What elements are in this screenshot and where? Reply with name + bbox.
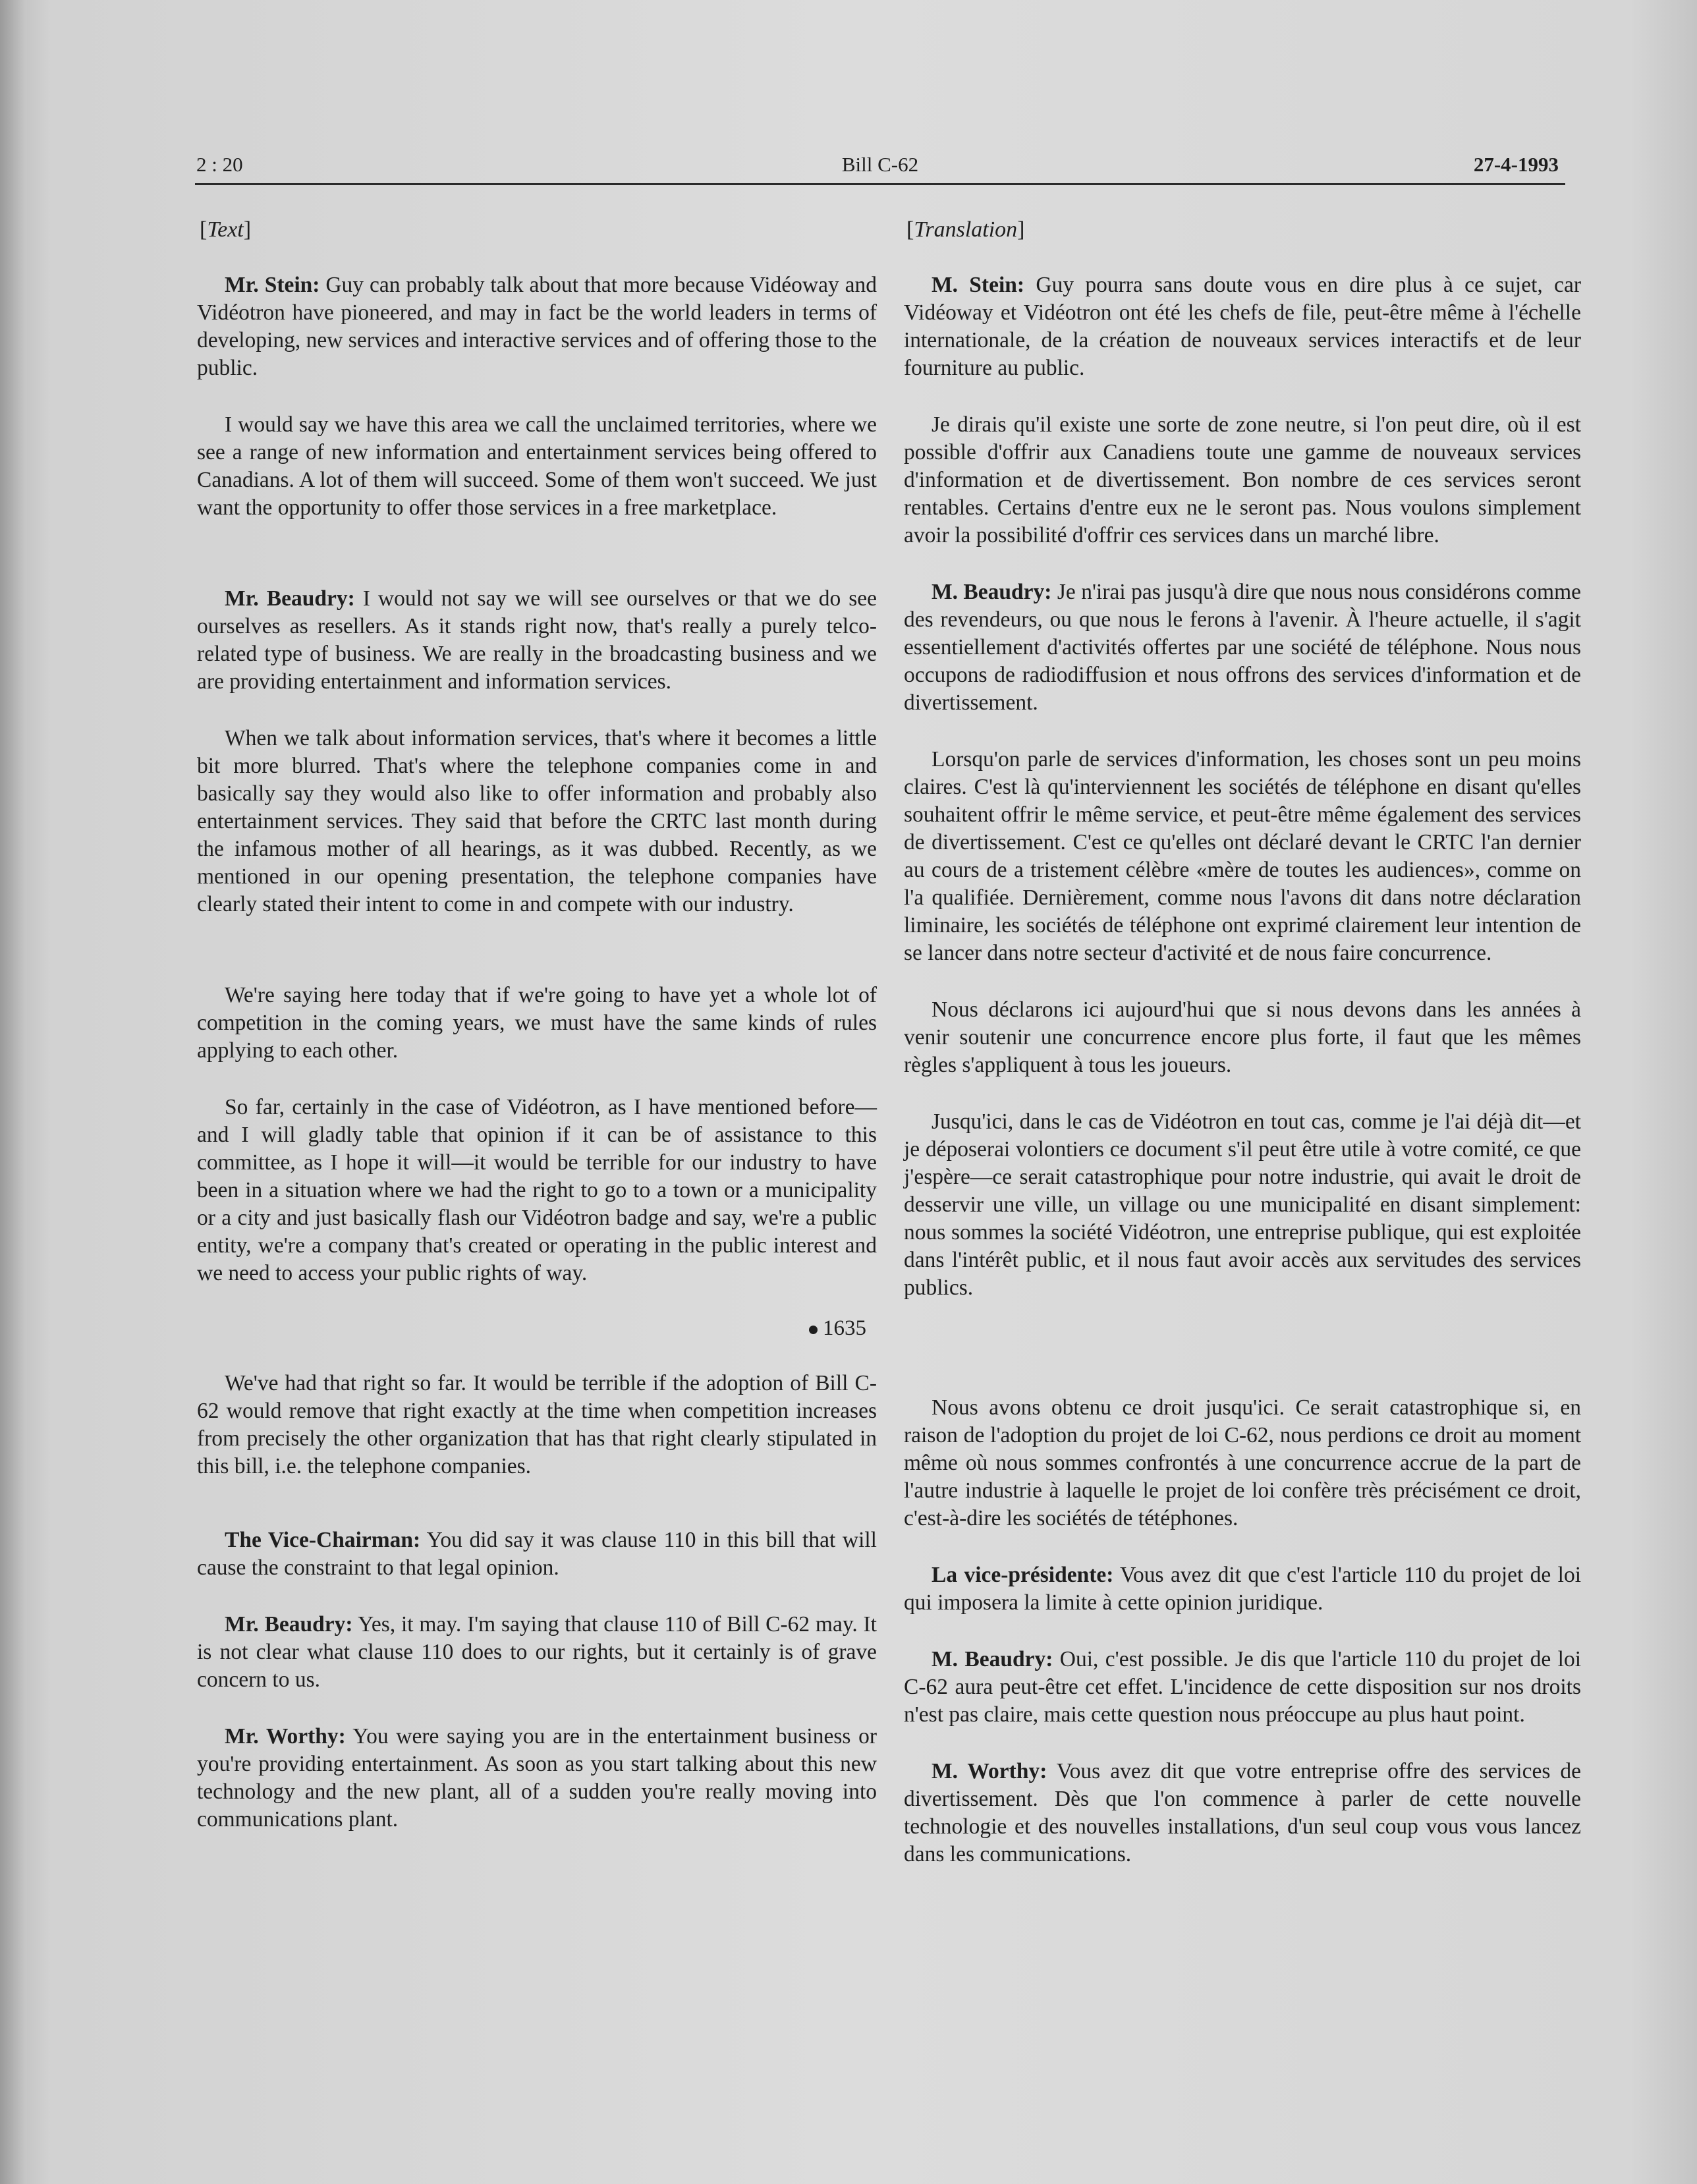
column-label-translation: [Translation] [906, 217, 1025, 242]
paragraph: So far, certainly in the case of Vidéotron, as I have mentioned before—and I will gladly table that opinion if it can be of assistance to this committee, as I hope it will—it would be terrible for our industry to have been in a situation where we had the right to go to a town or a municipality or a city and just basically flash our Vidéotron badge and say, we're a public entity, we're a company that's created or operating in the public interest and we need to access your public rights of way. [197, 1095, 877, 1285]
speaker-name: Mr. Stein: [225, 273, 320, 297]
speaker-name: Mr. Beaudry: [225, 1612, 353, 1637]
paragraph: M. Beaudry: Oui, c'est possible. Je dis que l'article 110 du projet de loi C-62 aura peut-être cet effet. L'incidence de cette disposition sur nos droits n'est pas claire, mais cette question nous préoccupe au plus haut point. [904, 1647, 1582, 1727]
time-marker: 1635 [197, 1316, 877, 1341]
paragraph: Nous avons obtenu ce droit jusqu'ici. Ce serait catastrophique si, en raison de l'adoption du projet de loi C-62, nous perdions ce droit au moment même où nous sommes confrontés à une concurrence accrue de la part de l'autre industrie à laquelle le projet de loi confère très précisément ce droit, c'est-à-dire les sociétés de tétéphones. [904, 1395, 1581, 1530]
paragraph: Mr. Stein: Guy can probably talk about that more because Vidéoway and Vidéotron have pioneered, and may in fact be the world leaders in terms of developing, new services and interactive services and of offering those to the public. [197, 273, 877, 380]
bullet-icon [809, 1326, 818, 1334]
speaker-name: M. Stein: [932, 273, 1025, 297]
paragraph: We're saying here today that if we're going to have yet a whole lot of competition in the coming years, we must have the same kinds of rules applying to each other. [197, 983, 877, 1063]
french-column [904, 217, 1581, 1868]
paragraph: Je dirais qu'il existe une sorte de zone neutre, si l'on peut dire, où il est possible d'offrir aux Canadiens toute une gamme de nouveaux services d'information et de divertissement. Bon nombre de ces services seront rentables. Certains d'entre eux ne le seront pas. Nous voulons simplement avoir la possibilité d'offrir ces services dans un marché libre. [904, 412, 1581, 547]
paragraph: La vice-présidente: Vous avez dit que c'est l'article 110 du projet de loi qui imposera la limite à cette opinion juridique. [904, 1563, 1582, 1615]
bill-title: Bill C-62 [841, 153, 919, 176]
paragraph: M. Beaudry: Je n'irai pas jusqu'à dire que nous nous considérons comme des revendeurs, ou que nous le ferons à l'avenir. À l'heure actuelle, il s'agit essentiellement d'activités offertes par une société de téléphone. Nous nous occupons de radiodiffusion et nous offrons des services d'information et de divertissement. [904, 580, 1581, 715]
paragraph: Mr. Beaudry: Yes, it may. I'm saying that clause 110 of Bill C-62 may. It is not clear what clause 110 does to our rights, but it certainly is of grave concern to us. [197, 1612, 877, 1692]
speaker-name: M. Beaudry: [932, 580, 1052, 604]
column-label-text: [Text] [200, 217, 252, 242]
paragraph: Lorsqu'on parle de services d'information, les choses sont un peu moins claires. C'est là qu'interviennent les sociétés de téléphone en disant qu'elles souhaitent offrir le même service, et peut-être même également des services de divertissement. C'est ce qu'elles ont déclaré devant le CRTC l'an dernier au cours de a tristement célèbre «mère de toutes les audiences», comme on l'a qualifiée. Dernièrement, comme nous l'avons dit dans notre déclaration liminaire, les sociétés de téléphone ont exprimé clairement leur intention de se lancer dans notre secteur d'activité et de nous faire concurrence. [904, 747, 1581, 965]
paragraph: Mr. Worthy: You were saying you are in the entertainment business or you're providing entertainment. As soon as you start talking about this new technology and the new plant, all of a sudden you're really moving into communications plant. [197, 1724, 877, 1832]
speaker-name: Mr. Beaudry: [225, 586, 355, 611]
running-header [195, 144, 1565, 185]
page-stack-edge [0, 0, 26, 2184]
paragraph: Nous déclarons ici aujourd'hui que si nous devons dans les années à venir soutenir une concurrence encore plus forte, il faut que les mêmes règles s'appliquent à tous les joueurs. [904, 997, 1581, 1077]
speaker-name: M. Beaudry: [932, 1647, 1053, 1671]
paragraph: The Vice-Chairman: You did say it was clause 110 in this bill that will cause the constraint to that legal opinion. [197, 1528, 877, 1580]
paragraph: I would say we have this area we call the unclaimed territories, where we see a range of new information and entertainment services being offered to Canadians. A lot of them will succeed. Some of them won't succeed. We just want the opportunity to offer those services in a free marketplace. [197, 412, 877, 520]
speaker-name: M. Worthy: [932, 1759, 1047, 1783]
speaker-name: Mr. Worthy: [225, 1724, 346, 1749]
paragraph: When we talk about information services, that's where it becomes a little bit more blurred. That's where the telephone companies come in and basically say they would also like to offer information and probably also entertainment services. They said that before the CRTC last month during the infamous mother of all hearings, as it was dubbed. Recently, as we mentioned in our opening presentation, the telephone companies have clearly stated their intent to come in and compete with our industry. [197, 726, 877, 916]
paragraph: M. Stein: Guy pourra sans doute vous en dire plus à ce sujet, car Vidéoway et Vidéotron ont été les chefs de file, peut-être même à l'échelle internationale, de la création de nouveaux services interactifs et de leur fourniture au public. [904, 273, 1581, 380]
paragraph: M. Worthy: Vous avez dit que votre entreprise offre des services de divertissement. Dès que l'on commence à parler de cette nouvelle technologie et des nouvelles installations, d'un seul coup vous vous lancez dans les communications. [904, 1759, 1581, 1866]
speaker-name: La vice-présidente: [932, 1563, 1114, 1587]
paragraph: Jusqu'ici, dans le cas de Vidéotron en tout cas, comme je l'ai déjà dit—et je déposerai volontiers ce document s'il peut être utile à votre comité, ce que j'espère—ce serait catastrophique pour notre industrie, qui avait le droit de desservir une ville, un village ou une municipalité en disant simplement: nous sommes la société Vidéotron, une entreprise publique, qui est exploitée dans l'intérêt public, et il nous faut avoir accès aux servitudes des services publics. [904, 1109, 1581, 1300]
english-column [197, 217, 877, 1834]
page-number: 2 : 20 [196, 153, 243, 176]
paragraph: Mr. Beaudry: I would not say we will see ourselves or that we do see ourselves as resellers. As it stands right now, that's really a purely telco-related type of business. We are really in the broadcasting business and we are providing entertainment and information services. [197, 586, 877, 694]
header-date: 27-4-1993 [1473, 153, 1559, 176]
speaker-name: The Vice-Chairman: [225, 1528, 421, 1552]
paragraph: We've had that right so far. It would be terrible if the adoption of Bill C-62 would remove that right exactly at the time when competition increases from precisely the other organization that has that right clearly stipulated in this bill, i.e. the telephone companies. [197, 1371, 877, 1478]
